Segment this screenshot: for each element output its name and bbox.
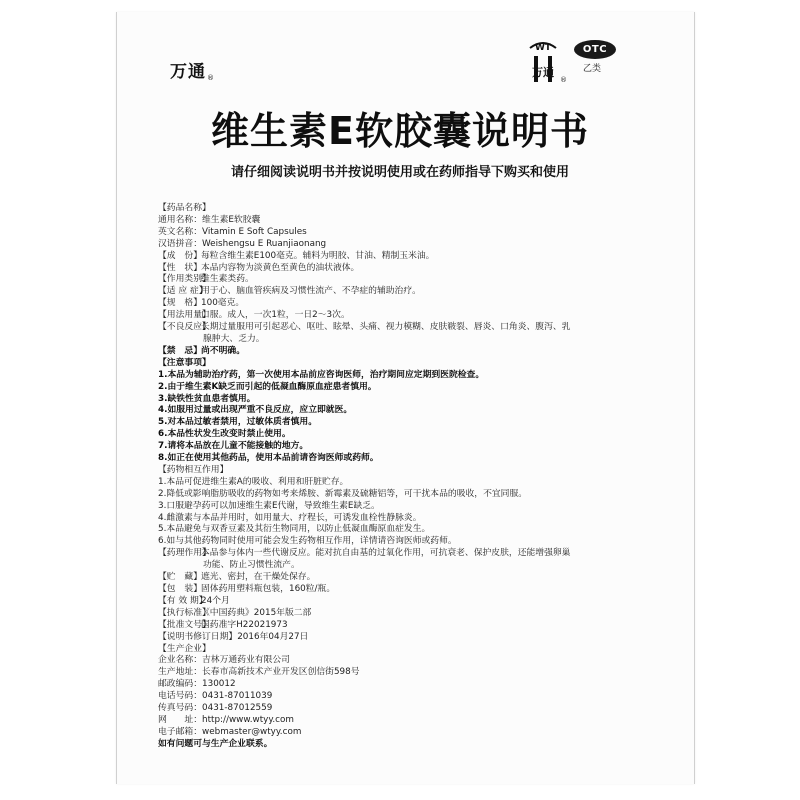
precaution-item: 3.缺铁性贫血患者慎用。 [158,393,256,404]
pinyin-row: 汉语拼音：Weishengsu E Ruanjiaonang [158,238,327,249]
otc-badge: OTC [574,40,616,59]
logo-reg: ® [560,76,567,84]
interactions-header: 【药物相互作用】 [158,464,229,475]
brand-text: 万通 [170,62,206,82]
postcode-row: 邮政编码：130012 [158,679,236,690]
fax-row: 传真号码：0431-87012559 [158,703,273,714]
dosage-row: 【用法用量】口服。成人，一次1粒，一日2～3次。 [158,310,350,321]
category-row: 【作用类别】维生素类药。 [158,274,254,285]
precautions-header: 【注意事项】 [158,357,211,368]
pharmacology-row: 【药理作用】本品参与体内一些代谢反应。能对抗自由基的过氧化作用，可抗衰老、保护皮肤，还能增强卵巢 [158,548,571,559]
appearance-row: 【性 状】本品内容物为淡黄色至黄色的油状液体。 [158,262,360,273]
precaution-item: 2.由于维生素K缺乏而引起的低凝血酶原血症患者慎用。 [158,381,377,392]
package-row: 【包 装】固体药用塑料瓶包装，160粒/瓶。 [158,584,336,594]
indication-row: 【适 应 症】用于心、脑血管疾病及习惯性流产、不孕症的辅助治疗。 [158,286,421,297]
phone-row: 电话号码：0431-87011039 [158,691,273,702]
precaution-item: 6.本品性状发生改变时禁止使用。 [158,429,291,440]
english-name-row: 英文名称：Vitamin E Soft Capsules [158,226,307,237]
interaction-item: 1.本品可促进维生素A的吸收、利用和肝脏贮存。 [158,476,349,487]
interaction-item: 6.如与其他药物同时使用可能会发生药物相互作用，详情请咨询医师或药师。 [158,536,457,547]
precaution-item: 7.请将本品放在儿童不能接触的地方。 [158,441,309,452]
revision-row: 【说明书修订日期】2016年04月27日 [158,631,309,642]
validity-row: 【有 效 期】24个月 [158,595,230,606]
precaution-item: 4.如服用过量或出现严重不良反应，应立即就医。 [158,405,353,416]
adverse-row-cont: 腺肿大、乏力。 [203,333,265,344]
logo-sub: 万通 [532,66,554,79]
storage-row: 【贮 藏】遮光、密封，在干燥处保存。 [158,572,316,583]
interaction-item: 4.雌激素与本品并用时，如用量大、疗程长，可诱发血栓性静脉炎。 [158,512,422,523]
interaction-item: 2.降低或影响脂肪吸收的药物如考来烯胺、新霉素及硫糖铝等，可干扰本品的吸收，不宜同服。 [158,488,528,499]
address-row: 生产地址：长春市高新技术产业开发区创信街598号 [158,667,360,678]
contraindication-row: 【禁 忌】尚不明确。 [158,345,245,356]
pharmacology-row-cont: 功能、防止习惯性流产。 [203,560,300,571]
website-row: 网 址：http://www.wtyy.com [158,714,294,725]
manufacturer-header: 【生产企业】 [158,643,211,654]
logo-text: WT [534,43,552,53]
standard-row: 【执行标准】《中国药典》2015年版二部 [158,607,312,618]
document-title: 维生素E软胶囊说明书 [211,109,589,153]
interaction-item: 3.口服避孕药可以加速维生素E代谢，导致维生素E缺乏。 [158,500,380,511]
contact-note: 如有问题可与生产企业联系。 [158,738,273,749]
company-logo-icon [522,36,564,90]
leaflet-body [158,203,628,751]
approval-row: 【批准文号】国药准字H22021973 [158,619,288,630]
adverse-row: 【不良反应】长期过量服用可引起恶心、呕吐、眩晕、头痛、视力模糊、皮肤皲裂、唇炎、口角炎、腹泻、乳 [158,322,571,333]
spec-row: 【规 格】100毫克。 [158,298,245,309]
drug-name-header: 【药品名称】 [158,203,211,213]
document-subtitle: 请仔细阅读说明书并按说明使用或在药师指导下购买和使用 [230,165,569,180]
precaution-item: 5.对本品过敏者禁用，过敏体质者慎用。 [158,417,318,428]
brand-name [170,57,215,82]
ingredients-row: 【成 份】每粒含维生素E100毫克。辅料为明胶、甘油、精制玉米油。 [158,250,435,261]
email-row: 电子邮箱：webmaster@wtyy.com [158,726,302,737]
common-name-row: 通用名称：维生素E软胶囊 [158,214,261,225]
interaction-item: 5.本品避免与双香豆素及其衍生物同用，以防止低凝血酶原血症发生。 [158,524,431,535]
precaution-item: 8.如正在使用其他药品，使用本品前请咨询医师或药师。 [158,453,379,464]
otc-category: 乙类 [583,64,602,74]
brand-reg: ® [207,74,215,82]
company-row: 企业名称：吉林万通药业有限公司 [158,655,290,666]
precaution-item: 1.本品为辅助治疗药，第一次使用本品前应咨询医师，治疗期间应定期到医院检查。 [158,369,485,380]
